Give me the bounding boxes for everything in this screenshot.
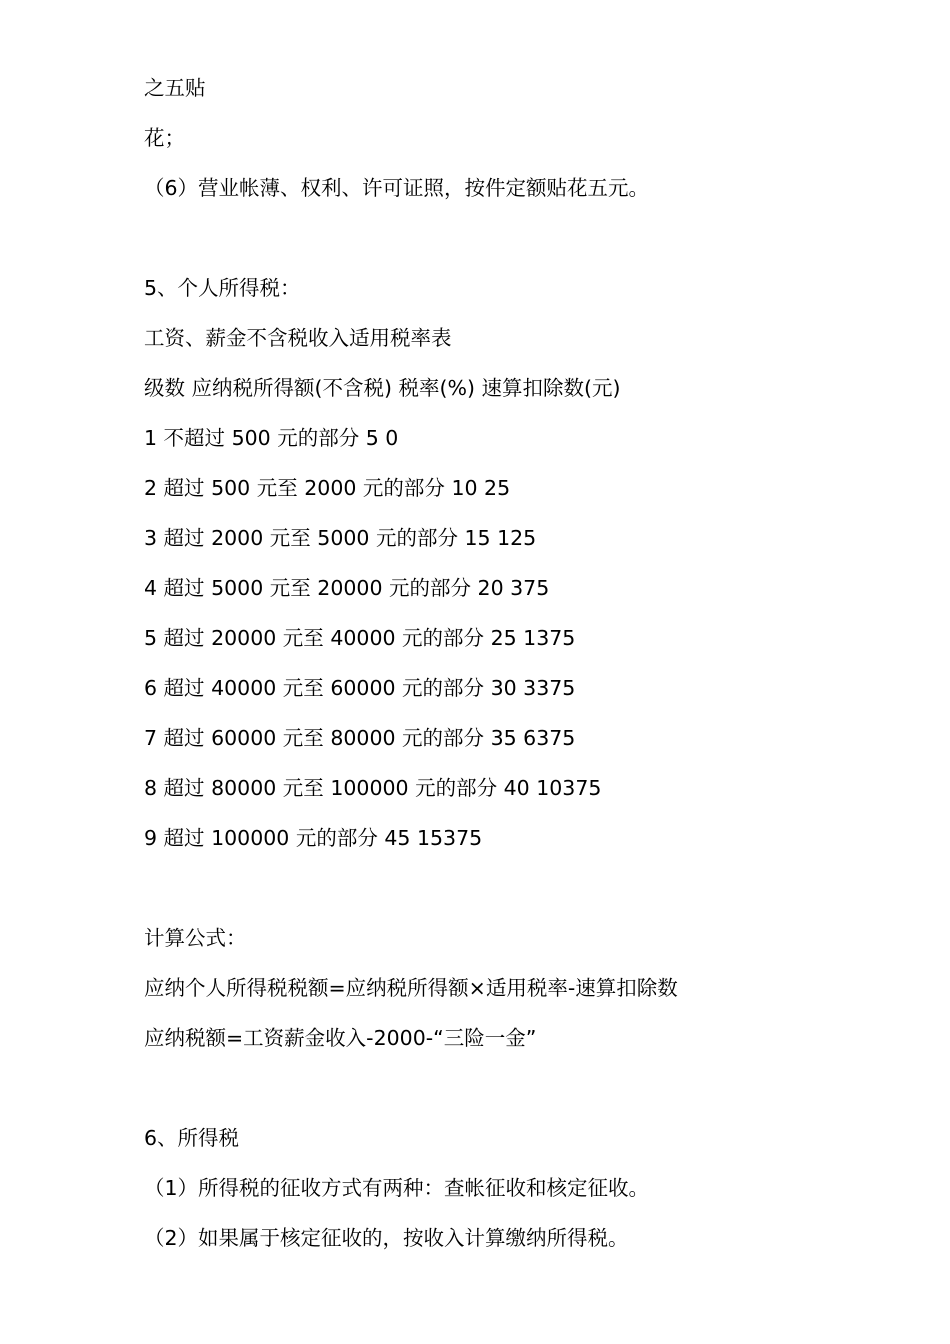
tax-table-row: 4 超过 5000 元至 20000 元的部分 20 375 — [144, 576, 550, 600]
tax-table-row: 9 超过 100000 元的部分 45 15375 — [144, 826, 483, 850]
formula-heading: 计算公式： — [144, 926, 247, 950]
tax-table-row: 1 不超过 500 元的部分 5 0 — [144, 426, 399, 450]
tax-table-row: 2 超过 500 元至 2000 元的部分 10 25 — [144, 476, 511, 500]
tax-table-title: 工资、薪金不含税收入适用税率表 — [144, 326, 452, 350]
tax-table-header: 级数 应纳税所得额(不含税) 税率(%) 速算扣除数(元) — [144, 376, 621, 400]
tax-table-row: 5 超过 20000 元至 40000 元的部分 25 1375 — [144, 626, 576, 650]
section-heading-6: 6、所得税 — [144, 1126, 240, 1150]
formula-line: 应纳税额=工资薪金收入-2000-“三险一金” — [144, 1026, 537, 1050]
stamp-duty-item-6: （6）营业帐薄、权利、许可证照，按件定额贴花五元。 — [144, 176, 650, 200]
income-tax-item-1: （1）所得税的征收方式有两种：查帐征收和核定征收。 — [144, 1176, 650, 1200]
tax-table-row: 7 超过 60000 元至 80000 元的部分 35 6375 — [144, 726, 576, 750]
tax-table-row: 3 超过 2000 元至 5000 元的部分 15 125 — [144, 526, 537, 550]
section-heading-5: 5、个人所得税： — [144, 276, 301, 300]
formula-line: 应纳个人所得税税额=应纳税所得额×适用税率-速算扣除数 — [144, 976, 678, 1000]
tax-table-row: 6 超过 40000 元至 60000 元的部分 30 3375 — [144, 676, 576, 700]
income-tax-item-2: （2）如果属于核定征收的，按收入计算缴纳所得税。 — [144, 1226, 629, 1250]
text-line-continuation: 花； — [144, 126, 185, 150]
text-line-continuation: 之五贴 — [144, 76, 206, 100]
tax-table-row: 8 超过 80000 元至 100000 元的部分 40 10375 — [144, 776, 602, 800]
